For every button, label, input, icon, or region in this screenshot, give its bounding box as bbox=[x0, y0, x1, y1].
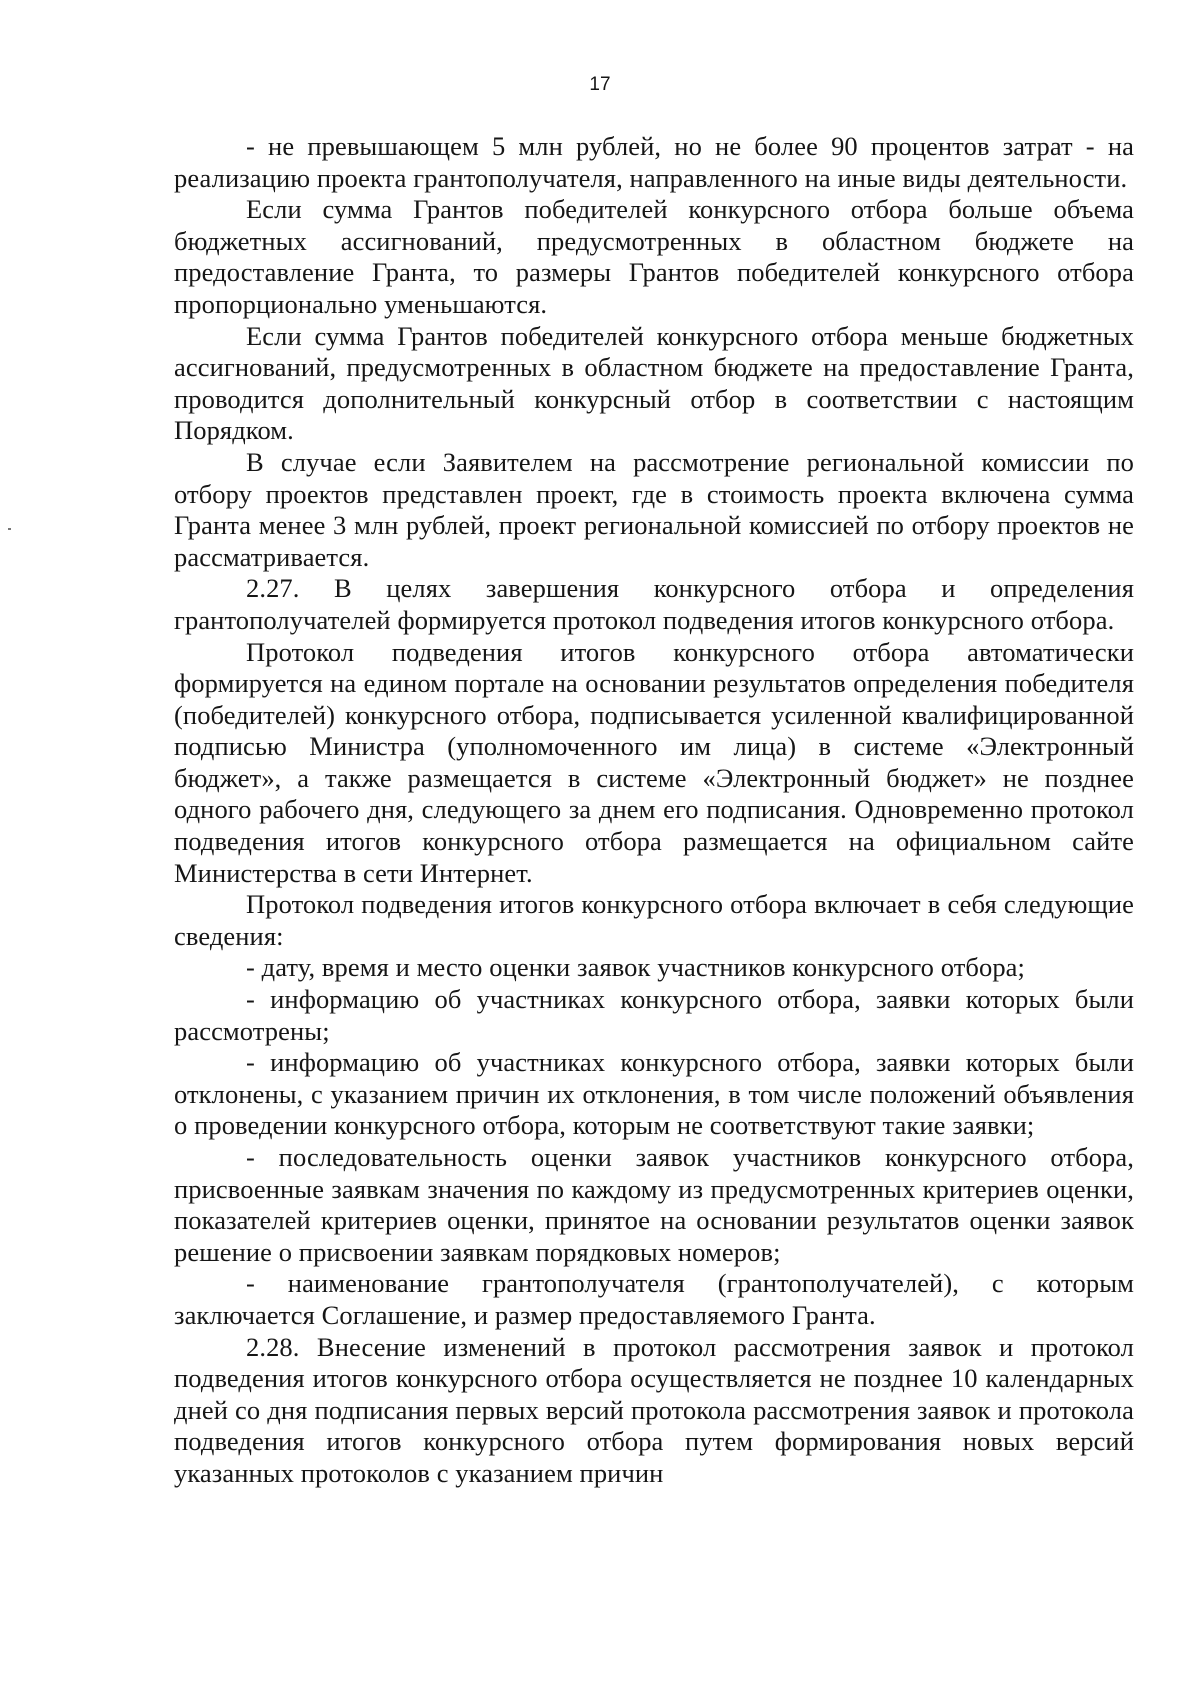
list-item-date-time-place: - дату, время и место оценки заявок участников конкурсного отбора; bbox=[246, 952, 1026, 983]
paragraph-grant-sum-greater: Если сумма Грантов победителей конкурсного отбора больше объема бюджетных ассигнований, предусмотренных в областном бюджете на предоставление Гранта, то размеры Грантов победителей конкурсного отбора пропорционально уменьшаются. bbox=[174, 194, 1134, 319]
paragraph-2-27: 2.27. В целях завершения конкурсного отбора и определения грантополучателей формируется протокол подведения итогов конкурсного отбора. bbox=[174, 573, 1134, 635]
list-item-grantee-name: - наименование грантополучателя (грантополучателей), с которым заключается Соглашение, и размер предоставляемого Гранта. bbox=[174, 1268, 1134, 1330]
paragraph-grant-limit: - не превышающем 5 млн рублей, но не более 90 процентов затрат - на реализацию проекта грантополучателя, направленного на иные виды деятельности. bbox=[174, 131, 1134, 193]
list-item-rejected-participants: - информацию об участниках конкурсного отбора, заявки которых были отклонены, с указанием причин их отклонения, в том числе положений объявления о проведении конкурсного отбора, которым не соответствуют такие заявки; bbox=[174, 1047, 1134, 1141]
list-item-reviewed-participants: - информацию об участниках конкурсного отбора, заявки которых были рассмотрены; bbox=[174, 984, 1134, 1046]
list-item-evaluation-sequence: - последовательность оценки заявок участников конкурсного отбора, присвоенные заявкам значения по каждому из предусмотренных критериев оценки, показателей критериев оценки, принятое на основании результатов оценки заявок решение о присвоении заявкам порядковых номеров; bbox=[174, 1142, 1134, 1267]
scan-speck bbox=[8, 528, 11, 530]
paragraph-2-28: 2.28. Внесение изменений в протокол рассмотрения заявок и протокол подведения итогов конкурсного отбора осуществляется не позднее 10 календарных дней со дня подписания первых версий протокола рассмотрения заявок и протокола подведения итогов конкурсного отбора путем формирования новых версий указанных протоколов с указанием причин bbox=[174, 1331, 1134, 1488]
paragraph-grant-under-3m: В случае если Заявителем на рассмотрение региональной комиссии по отбору проектов представлен проект, где в стоимость проекта включена сумма Гранта менее 3 млн рублей, проект региональной комиссией по отбору проектов не рассматривается. bbox=[174, 446, 1134, 572]
paragraph-protocol-formation: Протокол подведения итогов конкурсного отбора автоматически формируется на едином портале на основании результатов определения победителя (победителей) конкурсного отбора, подписывается усиленной квалифицированной подписью Министра (уполномоченного им лица) в системе «Электронный бюджет», а также размещается в системе «Электронный бюджет» не позднее одного рабочего дня, следующего за днем его подписания. Одновременно протокол подведения итогов конкурсного отбора размещается на официальном сайте Министерства в сети Интернет. bbox=[174, 636, 1134, 888]
paragraph-protocol-contents: Протокол подведения итогов конкурсного отбора включает в себя следующие сведения: bbox=[174, 889, 1134, 951]
document-body bbox=[174, 131, 1134, 1490]
paragraph-grant-sum-less: Если сумма Грантов победителей конкурсного отбора меньше бюджетных ассигнований, предусмотренных в областном бюджете на предоставление Гранта, проводится дополнительный конкурсный отбор в соответствии с настоящим Порядком. bbox=[174, 320, 1134, 446]
page-number: 17 bbox=[589, 74, 611, 95]
